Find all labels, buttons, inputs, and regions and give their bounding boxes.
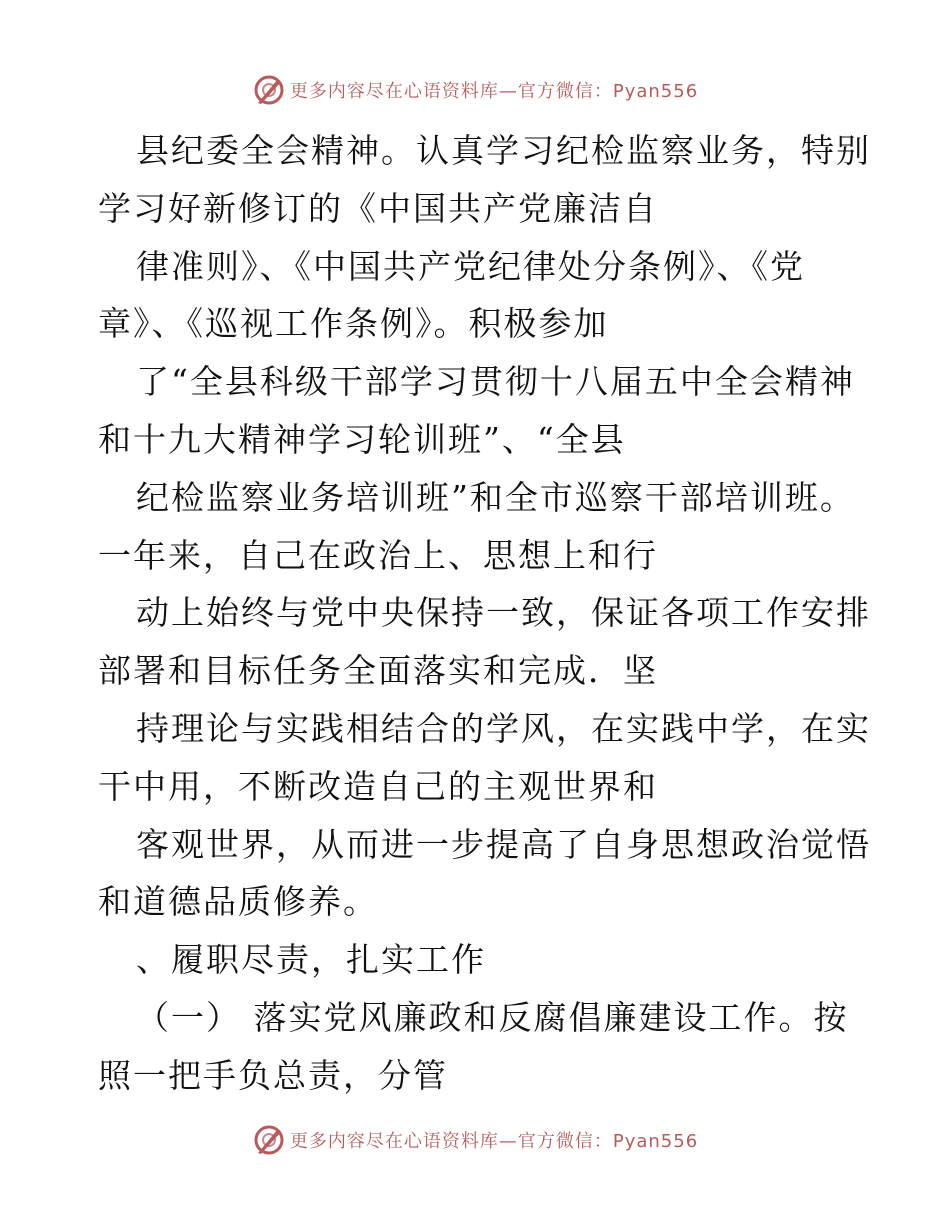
text-line: 持理论与实践相结合的学风，在实践中学，在实 [136, 708, 871, 748]
watermark-text: 更多内容尽在心语资料库—官方微信：Pyan556 [289, 81, 699, 102]
text-line: 纪检监察业务培训班”和全市巡察干部培训班。 [136, 477, 855, 517]
text-line: 学习好新修订的《中国共产党廉洁自 [98, 188, 658, 228]
watermark-banner-top [0, 70, 950, 110]
text-line: 客观世界，从而进一步提高了自身思想政治觉悟 [136, 824, 871, 864]
text-line: 和十九大精神学习轮训班”、“全县 [98, 419, 626, 459]
text-line: 县纪委全会精神。认真学习纪检监察业务，特别 [136, 131, 871, 170]
text-line: 一年来，自己在政治上、思想上和行 [98, 535, 658, 575]
text-line: 照一把手负总责，分管 [98, 1055, 448, 1095]
text-line: 了“全县科级干部学习贯彻十八届五中全会精神 [136, 362, 855, 402]
circular-pen-logo-icon [252, 73, 286, 107]
text-line: 律准则》、《中国共产党纪律处分条例》、《党 [136, 246, 805, 286]
text-line: 动上始终与党中央保持一致，保证各项工作安排 [136, 593, 871, 633]
text-line: 、履职尽责，扎实工作 [136, 940, 486, 980]
text-line: （一） 落实党风廉政和反腐倡廉建设工作。按 [136, 997, 849, 1037]
text-line: 章》、《巡视工作条例》。积极参加 [98, 304, 609, 344]
watermark-text: 更多内容尽在心语资料库—官方微信：Pyan556 [289, 1131, 699, 1152]
text-line: 和道德品质修养。 [98, 882, 378, 922]
text-line: 部署和目标任务全面落实和完成．坚 [98, 651, 658, 691]
text-line: 干中用，不断改造自己的主观世界和 [98, 766, 658, 806]
circular-pen-logo-icon [252, 1123, 286, 1157]
document-body [98, 122, 871, 1105]
watermark-banner-bottom [0, 1120, 950, 1160]
